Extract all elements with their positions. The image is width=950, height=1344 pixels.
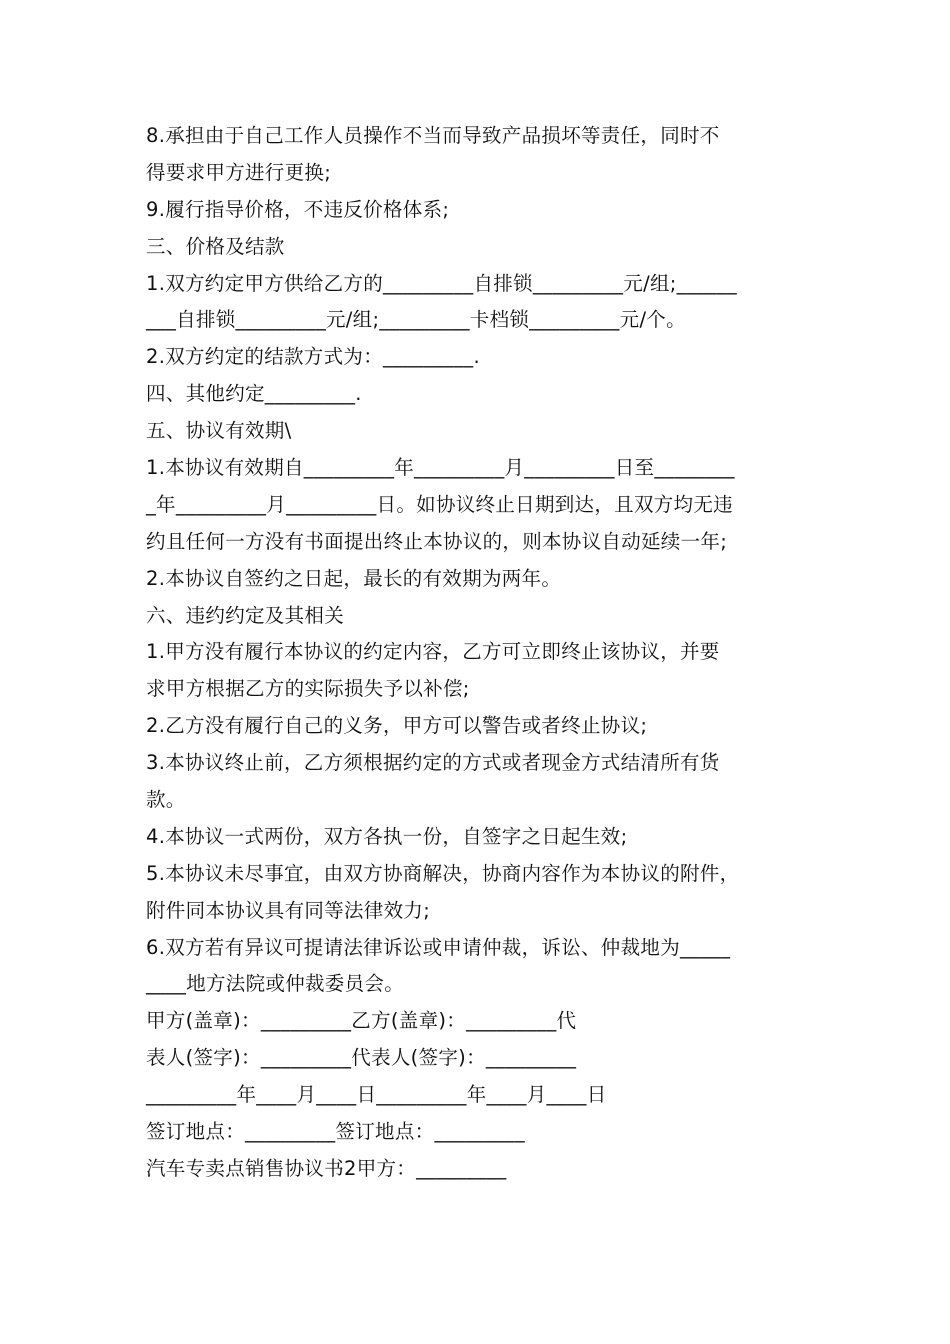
text-line: 2.乙方没有履行自己的义务，甲方可以警告或者终止协议; — [146, 714, 648, 738]
signature-line: 甲方(盖章)：_________乙方(盖章)：_________代 — [146, 1009, 577, 1033]
text-line: 9.履行指导价格，不违反价格体系; — [146, 197, 450, 221]
document-body — [146, 118, 814, 1188]
text-line: 求甲方根据乙方的实际损失予以补偿; — [146, 677, 470, 701]
section-heading: 四、其他约定_________. — [146, 382, 362, 406]
text-line: 2.双方约定的结款方式为：_________. — [146, 345, 480, 369]
text-line: 3.本协议终止前，乙方须根据约定的方式或者现金方式结清所有货 — [146, 751, 720, 775]
text-line: 4.本协议一式两份，双方各执一份，自签字之日起生效; — [146, 824, 628, 848]
text-line: 2.本协议自签约之日起，最长的有效期为两年。 — [146, 566, 562, 590]
section-heading: 六、违约约定及其相关 — [146, 603, 345, 627]
text-line: _年_________月_________日。如协议终止日期到达，且双方均无违 — [146, 492, 733, 516]
signature-line: 表人(签字)：_________代表人(签字)：_________ — [146, 1046, 577, 1070]
text-line: ___自排锁_________元/组;_________卡档锁_________元/个。 — [146, 308, 686, 332]
location-line: 签订地点：_________签订地点：_________ — [146, 1120, 525, 1144]
date-line: _________年____月____日_________年____月____日 — [146, 1083, 607, 1107]
text-line: 得要求甲方进行更换; — [146, 160, 332, 184]
text-line: 约且任何一方没有书面提出终止本协议的，则本协议自动延续一年; — [146, 529, 728, 553]
text-line: 1.甲方没有履行本协议的约定内容，乙方可立即终止该协议，并要 — [146, 640, 720, 664]
text-line: 款。 — [146, 788, 186, 812]
text-line: 8.承担由于自己工作人员操作不当而导致产品损坏等责任，同时不 — [146, 124, 720, 147]
text-line: 5.本协议未尽事宜，由双方协商解决，协商内容作为本协议的附件， — [146, 861, 740, 885]
text-line: 6.双方若有异议可提请法律诉讼或申请仲裁，诉讼、仲裁地为_____ — [146, 935, 731, 959]
text-line: 1.双方约定甲方供给乙方的_________自排锁_________元/组;______ — [146, 271, 737, 295]
text-line: 1.本协议有效期自_________年_________月_________日至________ — [146, 456, 735, 480]
text-line: 附件同本协议具有同等法律效力; — [146, 898, 431, 922]
section-heading: 三、价格及结款 — [146, 234, 285, 258]
text-line: ____地方法院或仲裁委员会。 — [146, 972, 404, 996]
section-heading: 五、协议有效期\ — [146, 419, 292, 443]
next-document-title: 汽车专卖点销售协议书2甲方：_________ — [146, 1156, 507, 1180]
